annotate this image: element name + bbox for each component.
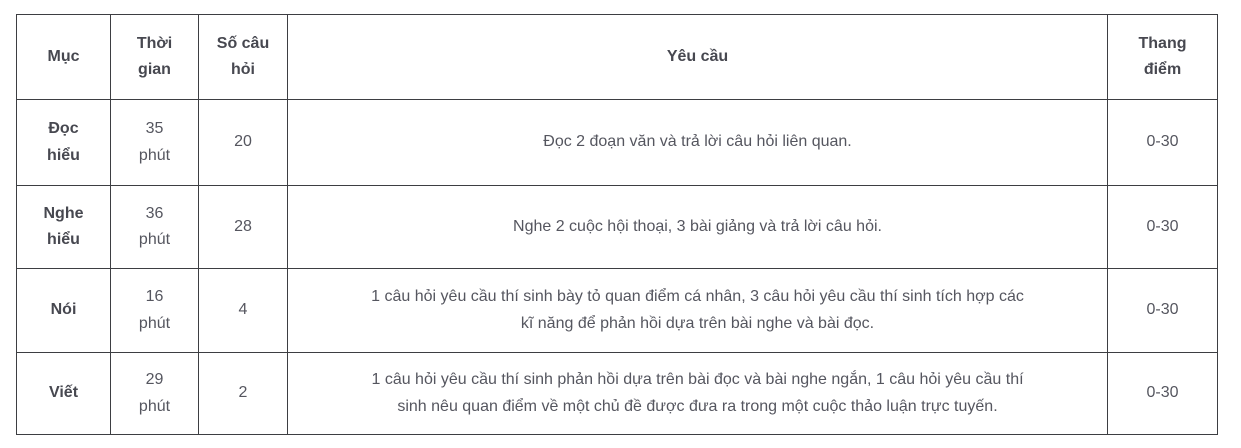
cell-thoi-gian: 35 phút <box>111 100 199 186</box>
cell-muc: Nghe hiểu <box>17 186 111 269</box>
exam-structure-table <box>16 14 1218 435</box>
header-cell-thoi-gian: Thời gian <box>111 15 199 100</box>
header-cell-muc: Mục <box>17 15 111 100</box>
cell-so-cau-hoi: 2 <box>199 353 288 435</box>
table-header-row <box>17 15 1218 100</box>
cell-so-cau-hoi: 20 <box>199 100 288 186</box>
cell-yeu-cau: Nghe 2 cuộc hội thoại, 3 bài giảng và trả lời câu hỏi. <box>288 186 1108 269</box>
cell-thang-diem: 0-30 <box>1108 353 1218 435</box>
cell-thang-diem: 0-30 <box>1108 100 1218 186</box>
table-row-nghe-hieu <box>17 186 1218 269</box>
cell-so-cau-hoi: 4 <box>199 269 288 353</box>
cell-thang-diem: 0-30 <box>1108 269 1218 353</box>
cell-muc: Nói <box>17 269 111 353</box>
header-cell-yeu-cau: Yêu cầu <box>288 15 1108 100</box>
table-row-noi <box>17 269 1218 353</box>
header-cell-so-cau-hoi: Số câu hỏi <box>199 15 288 100</box>
cell-so-cau-hoi: 28 <box>199 186 288 269</box>
cell-yeu-cau: 1 câu hỏi yêu cầu thí sinh bày tỏ quan điểm cá nhân, 3 câu hỏi yêu cầu thí sinh tích hợp các kĩ năng để phản hồi dựa trên bài nghe và bài đọc. <box>288 269 1108 353</box>
cell-muc: Viết <box>17 353 111 435</box>
cell-yeu-cau: 1 câu hỏi yêu cầu thí sinh phản hồi dựa trên bài đọc và bài nghe ngắn, 1 câu hỏi yêu cầu thí sinh nêu quan điểm về một chủ đề được đưa ra trong một cuộc thảo luận trực tuyến. <box>288 353 1108 435</box>
cell-thang-diem: 0-30 <box>1108 186 1218 269</box>
table-row-viet <box>17 353 1218 435</box>
header-cell-thang-diem: Thang điểm <box>1108 15 1218 100</box>
cell-thoi-gian: 29 phút <box>111 353 199 435</box>
table-row-doc-hieu <box>17 100 1218 186</box>
cell-yeu-cau: Đọc 2 đoạn văn và trả lời câu hỏi liên quan. <box>288 100 1108 186</box>
cell-muc: Đọc hiểu <box>17 100 111 186</box>
cell-thoi-gian: 36 phút <box>111 186 199 269</box>
cell-thoi-gian: 16 phút <box>111 269 199 353</box>
